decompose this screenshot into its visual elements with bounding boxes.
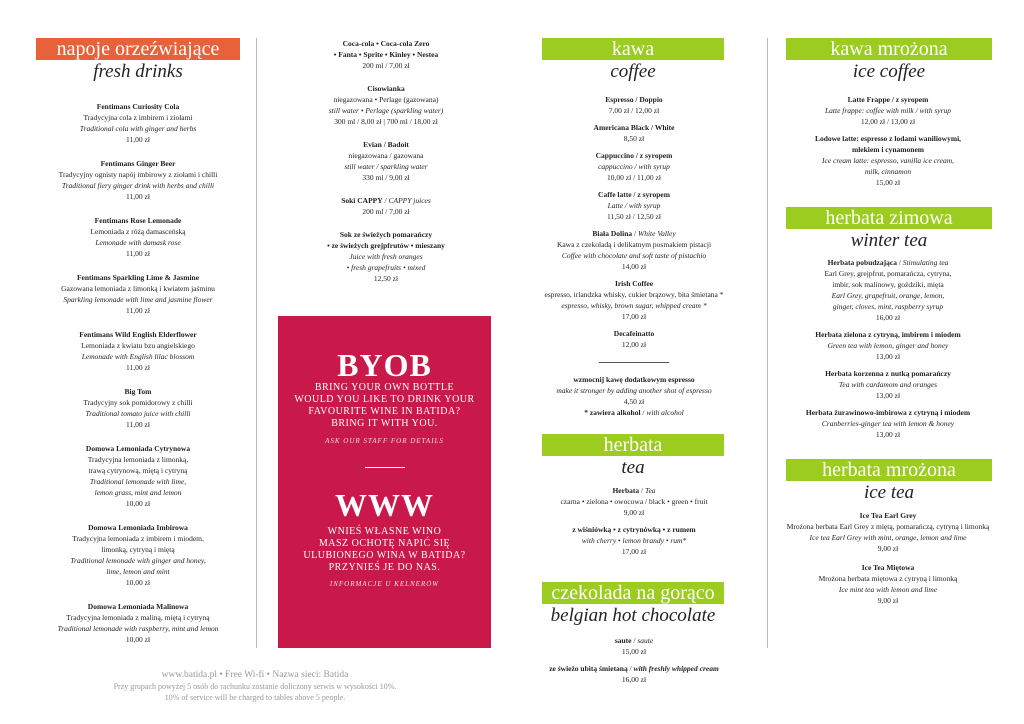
section-subtitle: ice tea [863, 482, 915, 503]
menu-item: Big Tom Tradycyjny sok pomidorowy z chilli Traditional tomato juice with chilli 11,00 zł [83, 387, 193, 429]
section-subtitle: tea [621, 457, 645, 478]
byob-note: ASK OUR STAFF FOR DETAILS [325, 437, 444, 445]
section-subtitle: winter tea [850, 230, 928, 251]
byob-title: BYOB [337, 347, 432, 383]
byob-panel [278, 316, 491, 648]
www-line: ULUBIONEGO WINA W BATIDA? [303, 550, 466, 561]
menu-item: Fentimans Curiosity Cola Tradycyjna cola z imbirem i ziołami Traditional cola with ginger and herbs 11,00 zł [79, 102, 197, 144]
menu-item: Herbata pobudzająca / Stimulating tea Earl Grey, grejpfrut, pomarańcza, cytryna, imbir, sok malinowy, goździki, mięta Earl Grey, grapefruit, orange, lemon, ginger, cloves, mint, raspberry syrup 16,00 zł [824, 258, 952, 322]
menu-item: Irish Coffee espresso, irlandzka whisky, cukier brązowy, bita śmietana * espresso, whisky, brown sugar, whipped cream * 17,00 zł [544, 279, 724, 321]
menu-item: Domowa Lemoniada Malinowa Tradycyjna lemoniada z maliną, miętą i cytryną Traditional lemonade with raspberry, mint and lemon 10,00 zł [57, 602, 219, 644]
menu-item: Caffe latte / z syropem Latte / with syrup 11,50 zł / 12,50 zł [598, 190, 670, 221]
section-subtitle: ice coffee [852, 61, 926, 82]
byob-line: BRING YOUR OWN BOTTLE [314, 382, 455, 393]
menu-item: Fentimans Rose Lemonade Lemoniada z różą damasceńską Lemonade with damask rose 11,00 zł [90, 216, 186, 258]
menu-item: Herbata żurawinowo-imbirowa z cytryną i miodem Cranberries-ginger tea with lemon & honey 13,00 zł [805, 408, 971, 439]
section-subtitle: belgian hot chocolate [550, 605, 716, 626]
menu-item: Latte Frappe / z syropem Latte frappe: coffee with milk / with syrup 12,00 zł / 13,00 zł [824, 95, 952, 126]
divider [599, 362, 669, 363]
menu-item: Lodowe latte: espresso z lodami waniliowymi, mlekiem i cynamonem Ice cream latte: espresso, vanilla ice cream, milk, cinnamon 15,00 zł [814, 134, 962, 187]
menu-item: Ice Tea Miętowa Mrożona herbata miętowa z cytryną i limonką Ice mint tea with lemon and lime 9,00 zł [818, 563, 958, 605]
menu-item: Domowa Lemoniada Cytrynowa Tradycyjna lemoniada z limonką, trawą cytrynową, miętą i cytryną Traditional lemonade with lime, lemon grass, mint and lemon 10,00 zł [85, 444, 191, 508]
section-subtitle: coffee [610, 61, 656, 82]
section-title: kawa mrożona [786, 38, 992, 60]
www-line: WNIEŚ WŁASNE WINO [327, 526, 442, 537]
column-divider [767, 38, 768, 648]
menu-item: Evian / Badoit niegazowana / gazowana still water / sparkling water 330 ml / 9,00 zł [344, 140, 428, 182]
menu-item: Cisowianka niegazowana • Perlage (gazowana) still water • Perlage (sparkling water) 300 ml / 8,00 zł | 700 ml / 18,00 zł [328, 84, 444, 126]
section-title: napoje orzeźwiające [36, 38, 240, 60]
footer [80, 670, 430, 703]
menu-item: Domowa Lemoniada Imbirowa Tradycyjna lemoniada z imbirem i miodem, limonką, cytryną i miętą Traditional lemonade with ginger and honey, lime, lemon and mint 10,00 zł [70, 523, 206, 587]
soft-drinks-section [268, 38, 504, 284]
menu-item: Ice Tea Earl Grey Mrożona herbata Earl Grey z miętą, pomarańczą, cytryną i limonką Ice tea Earl Grey with mint, orange, lemon and lime 9,00 zł [786, 511, 990, 553]
section-title: czekolada na gorąco [542, 582, 724, 604]
www-line: PRZYNIEŚ JE DO NAS. [328, 562, 441, 573]
menu-item: Herbata korzenna z nutką pomarańczy Tea with cardamom and oranges 13,00 zł [825, 369, 951, 400]
footer-service-note-en: 10% of service will be charged to tables above 5 people. [164, 693, 346, 702]
menu-item: ze świeżo ubitą śmietaną / with freshly whipped cream 16,00 zł [549, 664, 719, 684]
section-title: kawa [542, 38, 724, 60]
menu-item: Biała Dolina / White Valley Kawa z czekoladą i delikatnym posmakiem pistacji Coffee with chocolate and soft taste of pistachio 14,00 zł [556, 229, 712, 271]
section-title: herbata mrożona [786, 459, 992, 481]
www-line: MASZ OCHOTĘ NAPIĆ SIĘ [318, 538, 451, 549]
divider [365, 467, 405, 468]
footer-service-note: Przy grupach powyżej 5 osób do rachunku zostanie doliczony serwis w wysokości 10%. [113, 682, 397, 691]
section-subtitle: fresh drinks [93, 61, 183, 82]
menu-item: Espresso / Doppio 7,00 zł / 12,00 zł [605, 95, 663, 115]
menu-item: Herbata zielona z cytryną, imbirem i miodem Green tea with lemon, ginger and honey 13,00 zł [815, 330, 961, 361]
section-title: herbata [542, 434, 724, 456]
byob-line: FAVOURITE WINE IN BATIDA? [308, 406, 461, 417]
menu-item: Decafeinatto 12,00 zł [613, 329, 655, 349]
extra-shot: wzmocnij kawę dodatkowym espresso make it stronger by adding another shot of espresso 4,50 zł * zawiera alkohol / with alcohol [556, 375, 712, 417]
footer-links: www.batida.pl • Free Wi-fi • Nazwa sieci: Batida [161, 670, 349, 680]
menu-item: Soki CAPPY / CAPPY juices 200 ml / 7,00 zł [341, 196, 431, 216]
menu-item: Fentimans Sparkling Lime & Jasmine Gazowana lemoniada z limonką i kwiatem jaśminu Sparkling lemonade with lime and jasmine flower 11,00 zł [61, 273, 215, 315]
www-title: WWW [335, 487, 434, 523]
menu-item: Coca-cola • Coca-cola Zero • Fanta • Sprite • Kinley • Nestea 200 ml / 7,00 zł [333, 39, 439, 70]
menu-item: z wiśniówką • z cytrynówką • z rumem with cherry • lemon brandy • rum* 17,00 zł [572, 525, 696, 556]
menu-item: Fentimans Wild English Elderflower Lemoniada z kwiatu bzu angielskiego Lemonade with English lilac blossom 11,00 zł [79, 330, 197, 372]
byob-line: WOULD YOU LIKE TO DRINK YOUR [294, 394, 475, 405]
menu-item: Americana Black / White 8,50 zł [593, 123, 675, 143]
www-note: INFORMACJE U KELNERÓW [329, 580, 440, 588]
menu-item: Fentimans Ginger Beer Tradycyjny ognisty napój imbirowy z ziołami i chilli Traditional fiery ginger drink with herbs and chilli 11,00 zł [58, 159, 218, 201]
section-title: herbata zimowa [786, 207, 992, 229]
byob-line: BRING IT WITH YOU. [331, 418, 438, 429]
menu-item: Herbata / Tea czarna • zielona • owocowa / black • green • fruit 9,00 zł [560, 486, 708, 517]
menu-item: saute / saute 15,00 zł [614, 636, 654, 656]
menu-item: Sok ze świeżych pomarańczy • ze świeżych grejpfrutów • mieszany Juice with fresh oranges • fresh grapefruits • mixed 12,50 zł [327, 230, 445, 283]
menu-item: Cappuccino / z syropem cappuccino / with syrup 10,00 zł / 11,00 zł [595, 151, 673, 182]
